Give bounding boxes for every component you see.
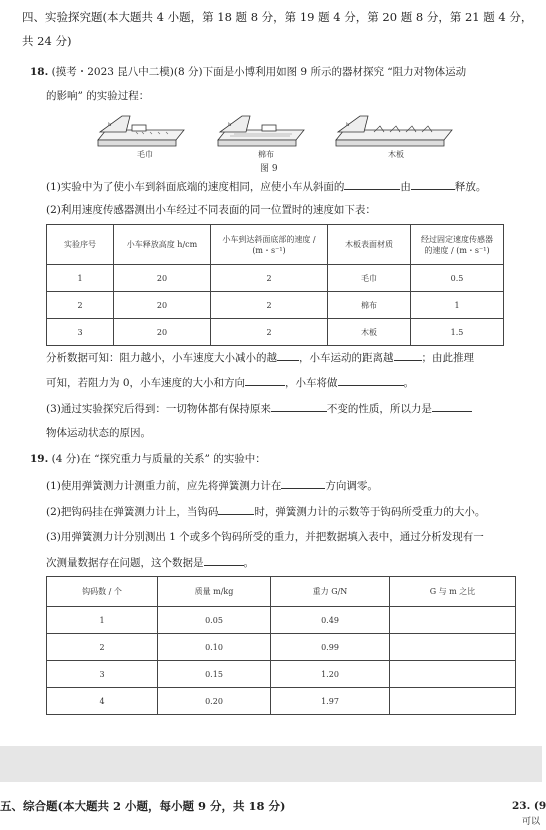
q18-analysis2-blank-2[interactable] bbox=[338, 374, 404, 386]
section-five-header: 五、综合题(本大题共 2 小题，每小题 9 分，共 18 分) bbox=[0, 799, 286, 813]
q18-part3-blank-1[interactable] bbox=[271, 400, 327, 412]
q18-cell: 2 bbox=[47, 292, 114, 319]
table-row bbox=[47, 292, 504, 319]
q18-part3-text-a: (3)通过实验探究后得到：一切物体都有保持原来 bbox=[46, 403, 271, 415]
q18-part1-blank-1[interactable] bbox=[344, 178, 400, 190]
q23-number-clipped: 23. (9 bbox=[512, 800, 546, 812]
q18-analysis-line2 bbox=[46, 374, 414, 391]
q18-stem-cont: 的影响” 的实验过程： bbox=[46, 90, 150, 102]
q19-cell: 4 bbox=[47, 688, 158, 715]
q19-part2-text-a: (2)把钩码挂在弹簧测力计上，当钩码 bbox=[46, 506, 219, 518]
q19-stem bbox=[30, 451, 266, 467]
figure-label-wood: 木板 bbox=[388, 150, 404, 159]
q18-part1-text-c: 释放。 bbox=[454, 181, 487, 193]
figure-label-cotton: 棉布 bbox=[258, 150, 274, 159]
q18-cell: 0.5 bbox=[411, 265, 504, 292]
figure-wood-setup bbox=[336, 116, 452, 146]
q19-cell: 0.15 bbox=[158, 661, 271, 688]
table-row bbox=[47, 661, 516, 688]
q19-cell: 1 bbox=[47, 607, 158, 634]
q19-table-header-row bbox=[47, 577, 516, 607]
q19-cell: 0.99 bbox=[271, 634, 390, 661]
q18-analysis-text-c: ；由此推理 bbox=[421, 352, 474, 364]
q18-part3-blank-2[interactable] bbox=[432, 400, 472, 412]
q18-part3-cont: 物体运动状态的原因。 bbox=[46, 427, 151, 439]
q19-number: 19. bbox=[30, 453, 49, 465]
q18-th-initial-speed: 小车到达斜面底部的速度 / (m・s⁻¹) bbox=[211, 225, 328, 265]
table-row bbox=[47, 634, 516, 661]
q18-part1-blank-2[interactable] bbox=[411, 178, 455, 190]
q18-analysis2-text-b: ，小车将做 bbox=[285, 377, 338, 389]
q18-analysis-blank-2[interactable] bbox=[394, 349, 422, 361]
q18-th-surface: 木板表面材质 bbox=[328, 225, 411, 265]
q19-stem-text: (4 分)在 “探究重力与质量的关系” 的实验中： bbox=[51, 453, 266, 465]
q19-weight-table bbox=[46, 576, 516, 715]
q19-th-ratio: G 与 m 之比 bbox=[390, 577, 516, 607]
q19-ratio-cell[interactable] bbox=[390, 607, 516, 634]
q18-stem-text: (摸考・2023 昆八中二模)(8 分)下面是小博利用如图 9 所示的器材探究 “阻力对物体运动 bbox=[51, 66, 467, 78]
q18-analysis-text-a: 分析数据可知：阻力越小，小车速度大小减小的越 bbox=[46, 352, 277, 364]
q19-part2-text-b: 时，弹簧测力计的示数等于钩码所受重力的大小。 bbox=[254, 506, 486, 518]
figure-caption: 图 9 bbox=[260, 164, 278, 174]
q18-cell: 木板 bbox=[328, 319, 411, 346]
q19-cell: 0.49 bbox=[271, 607, 390, 634]
q19-cell: 3 bbox=[47, 661, 158, 688]
table-row bbox=[47, 319, 504, 346]
q18-stem bbox=[30, 64, 466, 80]
q19-cell: 0.05 bbox=[158, 607, 271, 634]
q18-cell: 2 bbox=[211, 319, 328, 346]
figure-label-towel: 毛巾 bbox=[137, 150, 153, 159]
section-four-header: 四、实验探究题(本大题共 4 小题，第 18 题 8 分，第 19 题 4 分，第 20 题 8 分，第 21 题 4 分， bbox=[22, 10, 533, 24]
q19-part3-cont bbox=[46, 554, 254, 571]
q18-cell: 20 bbox=[114, 265, 211, 292]
q19-th-count: 钩码数 / 个 bbox=[47, 577, 158, 607]
q19-cell: 1.97 bbox=[271, 688, 390, 715]
table-row bbox=[47, 688, 516, 715]
q19-part3-blank[interactable] bbox=[204, 554, 244, 566]
q18-speed-table bbox=[46, 224, 504, 346]
q18-th-trial: 实验序号 bbox=[47, 225, 114, 265]
q18-analysis-text-b: ，小车运动的距离越 bbox=[299, 352, 394, 364]
q18-part1-text-b: 由 bbox=[400, 181, 411, 193]
figure-towel-setup bbox=[98, 116, 184, 146]
q18-th-height: 小车释放高度 h/cm bbox=[114, 225, 211, 265]
svg-text:h: h bbox=[228, 122, 232, 128]
q19-part3-cont-text-b: 。 bbox=[243, 557, 254, 569]
q19-th-mass: 质量 m/kg bbox=[158, 577, 271, 607]
q18-cell: 3 bbox=[47, 319, 114, 346]
q19-cell: 0.10 bbox=[158, 634, 271, 661]
q19-ratio-cell[interactable] bbox=[390, 634, 516, 661]
q19-part1-blank[interactable] bbox=[281, 477, 325, 489]
q18-analysis2-text-a: 可知，若阻力为 0，小车速度的大小和方向 bbox=[46, 377, 246, 389]
q18-table-header-row bbox=[47, 225, 504, 265]
q18-cell: 20 bbox=[114, 319, 211, 346]
q18-analysis2-text-c: 。 bbox=[403, 377, 415, 389]
q18-analysis-line1 bbox=[46, 349, 474, 366]
q18-cell: 1 bbox=[411, 292, 504, 319]
q18-part3 bbox=[46, 400, 472, 417]
q19-part2-blank[interactable] bbox=[218, 503, 254, 515]
q18-th-final-speed: 经过固定速度传感器的速度 / (m・s⁻¹) bbox=[411, 225, 504, 265]
q19-part1 bbox=[46, 477, 378, 494]
q19-ratio-cell[interactable] bbox=[390, 688, 516, 715]
q19-cell: 0.20 bbox=[158, 688, 271, 715]
q19-part1-text-a: (1)使用弹簧测力计测重力前，应先将弹簧测力计在 bbox=[46, 480, 282, 492]
q18-cell: 1.5 bbox=[411, 319, 504, 346]
q18-part1 bbox=[46, 178, 486, 195]
q18-cell: 20 bbox=[114, 292, 211, 319]
q19-th-weight: 重力 G/N bbox=[271, 577, 390, 607]
q18-cell: 毛巾 bbox=[328, 265, 411, 292]
svg-text:h: h bbox=[108, 122, 112, 128]
q18-analysis-blank-1[interactable] bbox=[277, 349, 299, 361]
q18-cell: 1 bbox=[47, 265, 114, 292]
svg-text:h: h bbox=[346, 122, 350, 128]
q18-part2: (2)利用速度传感器测出小车经过不同表面的同一位置时的速度如下表： bbox=[46, 204, 376, 216]
q18-cell: 2 bbox=[211, 292, 328, 319]
q19-part3-cont-text-a: 次测量数据存在问题，这个数据是 bbox=[46, 557, 204, 569]
q18-cell: 2 bbox=[211, 265, 328, 292]
figure-cotton-setup bbox=[218, 116, 304, 146]
table-row bbox=[47, 265, 504, 292]
q19-ratio-cell[interactable] bbox=[390, 661, 516, 688]
q18-analysis2-blank-1[interactable] bbox=[245, 374, 285, 386]
page-break-divider bbox=[0, 746, 542, 782]
q19-part2 bbox=[46, 503, 485, 520]
section-four-header-cont: 共 24 分) bbox=[22, 34, 72, 48]
q18-number: 18. bbox=[30, 66, 49, 78]
q19-cell: 1.20 bbox=[271, 661, 390, 688]
q19-part1-text-b: 方向调零。 bbox=[325, 480, 378, 492]
q19-part3: (3)用弹簧测力计分别测出 1 个或多个钩码所受的重力，并把数据填入表中，通过分析发现有一 bbox=[46, 531, 484, 543]
q19-cell: 2 bbox=[47, 634, 158, 661]
q18-cell: 棉布 bbox=[328, 292, 411, 319]
q23-text-clipped: 可以 bbox=[522, 817, 541, 827]
q18-part1-text-a: (1)实验中为了使小车到斜面底端的速度相同，应使小车从斜面的 bbox=[46, 181, 345, 193]
q18-part3-text-b: 不变的性质，所以力是 bbox=[326, 403, 432, 415]
table-row bbox=[47, 607, 516, 634]
